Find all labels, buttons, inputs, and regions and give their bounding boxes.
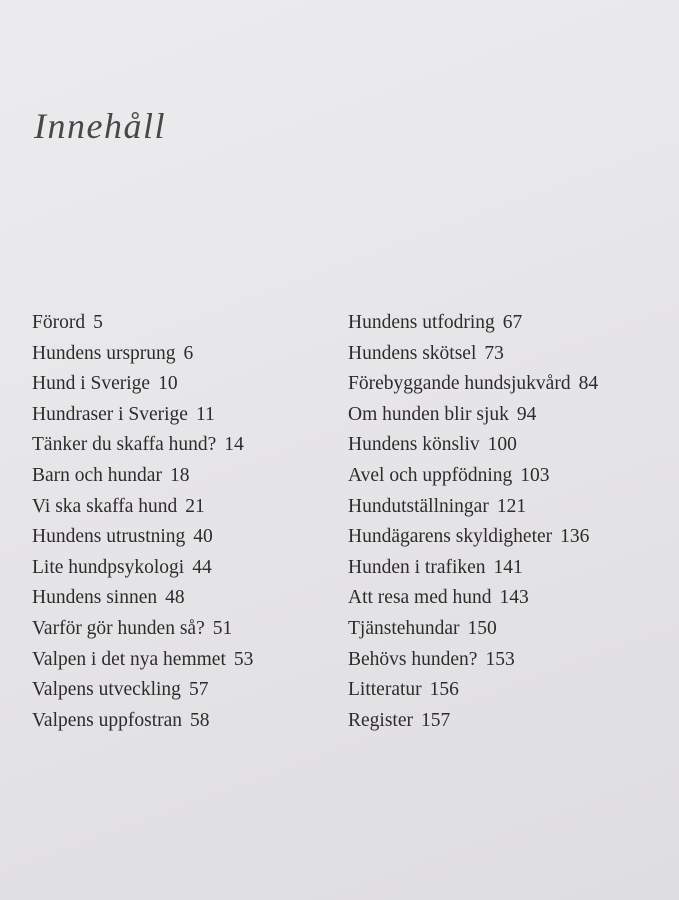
toc-entry-page: 94 [516,403,537,425]
toc-entry [348,553,598,584]
toc-entry [348,675,598,706]
toc-entry-page: 58 [190,709,210,731]
toc-entry-title: Hund i Sverige [32,373,151,395]
toc-entry-title: Lite hundpsykologi [32,556,185,578]
toc-entry-page: 6 [183,342,194,364]
toc-entry-title: Hundens ursprung [32,342,176,364]
toc-entry-title: Tänker du skaffa hund? [32,434,217,456]
toc-entry-page: 48 [165,587,185,609]
toc-entry [32,522,253,553]
toc-entry-page: 100 [487,434,517,456]
toc-entry-title: Vi ska skaffa hund [32,495,178,517]
toc-entry [348,583,598,614]
toc-entry-title: Hundägarens skyldigheter [348,526,553,548]
toc-entry-title: Att resa med hund [348,587,492,609]
toc-entry-title: Om hunden blir sjuk [348,403,509,425]
toc-entry [32,308,253,339]
toc-entry-page: 14 [224,434,244,456]
toc-entry [348,461,598,492]
page-title: Innehåll [34,106,166,146]
toc-entry-title: Hundens könsliv [348,434,480,456]
toc-entry-title: Hunden i trafiken [348,556,486,578]
toc-column-left [32,308,253,736]
toc-entry [348,645,598,676]
toc-entry-page: 67 [502,312,523,333]
toc-entry-title: Valpens uppfostran [32,709,183,731]
toc-entry-title: Behövs hunden? [348,648,478,670]
toc-entry [32,461,253,492]
toc-entry-page: 53 [233,648,254,670]
toc-entry [32,430,253,461]
toc-entry-title: Avel och uppfödning [348,464,513,486]
toc-entry-title: Hundens skötsel [348,342,477,364]
toc-entry [348,339,598,370]
toc-entry-page: 18 [169,464,190,486]
toc-entry [32,492,253,523]
toc-entry [32,553,253,584]
toc-entry-page: 40 [193,526,213,548]
toc-entry [348,400,598,431]
toc-entry-page: 141 [493,556,523,578]
toc-entry-title: Varför gör hunden så? [32,617,205,639]
toc-entry-title: Hundens sinnen [32,587,158,609]
toc-entry-page: 10 [158,373,178,395]
toc-entry [348,430,598,461]
toc-entry [32,645,253,676]
toc-entry-title: Litteratur [348,679,422,701]
toc-entry-page: 11 [195,403,215,425]
toc-entry [32,339,253,370]
toc-entry-page: 51 [212,617,233,639]
toc-entry [32,706,253,737]
toc-entry-page: 136 [560,526,590,548]
toc-entry-page: 5 [93,312,103,333]
toc-entry-page: 21 [185,495,205,517]
toc-entry-page: 73 [484,342,504,364]
toc-entry-title: Förord [32,312,86,333]
toc-entry-page: 121 [496,495,527,517]
toc-entry-title: Barn och hundar [32,464,162,486]
toc-entry-page: 153 [485,648,515,670]
toc-entry-title: Hundraser i Sverige [32,403,188,425]
toc-entry-title: Hundens utrustning [32,526,186,548]
toc-entry-page: 143 [499,587,529,609]
toc-entry [32,400,253,431]
toc-entry [348,308,598,339]
toc-entry-title: Register [348,709,413,731]
toc-entry-page: 156 [429,679,459,701]
toc-entry-page: 157 [420,709,451,731]
toc-entry [32,369,253,400]
toc-entry [348,522,598,553]
toc-entry-title: Tjänstehundar [348,617,460,639]
toc-entry [32,614,253,645]
toc-entry [32,583,253,614]
toc-entry-title: Förebyggande hundsjukvård [348,373,571,395]
toc-entry-page: 84 [578,373,599,395]
toc-entry-title: Hundutställningar [348,495,489,517]
toc-column-right [348,308,598,736]
toc-entry [348,614,598,645]
toc-entry [348,492,598,523]
toc-entry-page: 57 [188,679,209,701]
toc-entry-title: Valpens utveckling [32,679,181,701]
toc-entry [348,706,598,737]
toc-entry-title: Valpen i det nya hemmet [32,648,226,670]
toc-entry-title: Hundens utfodring [348,312,495,333]
toc-entry [348,369,598,400]
toc-entry-page: 44 [192,556,212,578]
toc-entry-page: 150 [467,617,497,639]
toc-entry [32,675,253,706]
toc-entry-page: 103 [520,464,550,486]
